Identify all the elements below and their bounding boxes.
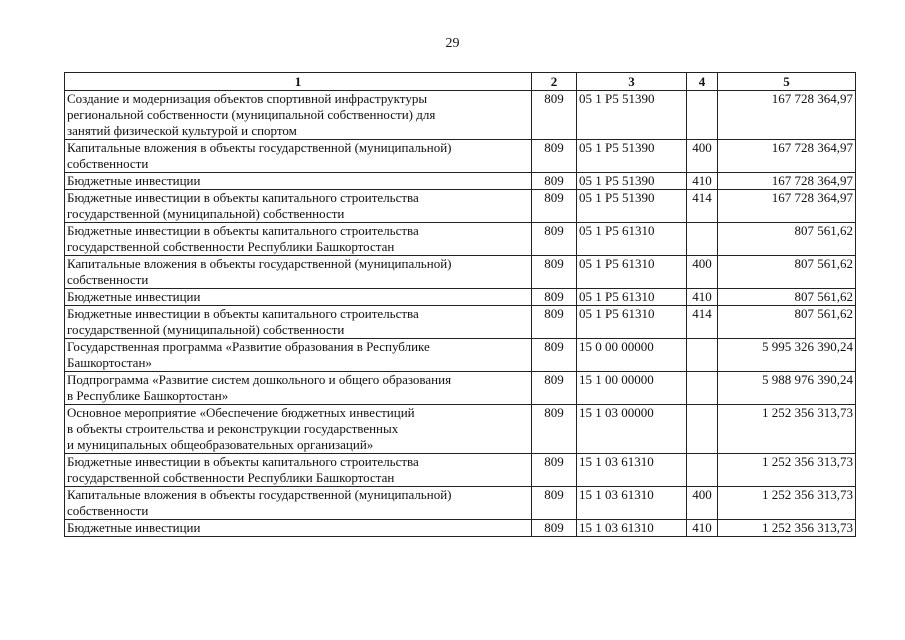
row-expense-type-cell [687,223,718,256]
row-name-cell: Создание и модернизация объектов спортивной инфраструктуры региональной собственности (муниципальной собственности) для занятий физической культурой и спортом [65,91,532,140]
row-admin-code-cell: 809 [532,140,577,173]
row-amount-cell: 1 252 356 313,73 [718,520,856,537]
row-classification-code-cell: 15 1 03 61310 [577,520,687,537]
table-header [65,73,856,91]
row-name-cell: Капитальные вложения в объекты государственной (муниципальной) собственности [65,256,532,289]
row-classification-code-cell: 05 1 P5 51390 [577,140,687,173]
table-row [65,190,856,223]
row-classification-code-cell: 15 1 03 00000 [577,405,687,454]
header-col-expense-type: 4 [687,73,718,91]
row-admin-code-cell: 809 [532,487,577,520]
row-classification-code-cell: 05 1 P5 51390 [577,91,687,140]
row-amount-cell: 167 728 364,97 [718,91,856,140]
row-admin-code-cell: 809 [532,306,577,339]
row-expense-type-cell: 410 [687,173,718,190]
row-admin-code-cell: 809 [532,190,577,223]
row-amount-cell: 1 252 356 313,73 [718,405,856,454]
row-amount-cell: 807 561,62 [718,223,856,256]
row-expense-type-cell [687,454,718,487]
table-row [65,405,856,454]
table-row [65,289,856,306]
row-expense-type-cell [687,372,718,405]
row-name-cell: Бюджетные инвестиции в объекты капитального строительства государственной собственности Республики Башкортостан [65,454,532,487]
row-admin-code-cell: 809 [532,91,577,140]
row-expense-type-cell [687,91,718,140]
row-admin-code-cell: 809 [532,339,577,372]
row-classification-code-cell: 15 1 03 61310 [577,454,687,487]
row-classification-code-cell: 05 1 P5 51390 [577,190,687,223]
row-classification-code-cell: 05 1 P5 61310 [577,223,687,256]
header-col-code: 3 [577,73,687,91]
table-row [65,140,856,173]
row-expense-type-cell: 410 [687,289,718,306]
row-expense-type-cell: 414 [687,190,718,223]
table-body [65,91,856,537]
row-expense-type-cell [687,339,718,372]
table-row [65,454,856,487]
row-expense-type-cell: 414 [687,306,718,339]
row-expense-type-cell: 400 [687,487,718,520]
row-expense-type-cell [687,405,718,454]
table-row [65,306,856,339]
row-classification-code-cell: 05 1 P5 61310 [577,289,687,306]
row-name-cell: Капитальные вложения в объекты государственной (муниципальной) собственности [65,140,532,173]
table-row [65,339,856,372]
row-admin-code-cell: 809 [532,520,577,537]
row-amount-cell: 1 252 356 313,73 [718,487,856,520]
row-admin-code-cell: 809 [532,173,577,190]
header-row [65,73,856,91]
table-row [65,372,856,405]
row-amount-cell: 167 728 364,97 [718,173,856,190]
row-amount-cell: 807 561,62 [718,289,856,306]
row-classification-code-cell: 15 1 03 61310 [577,487,687,520]
row-amount-cell: 807 561,62 [718,306,856,339]
row-admin-code-cell: 809 [532,372,577,405]
row-expense-type-cell: 410 [687,520,718,537]
header-col-amount: 5 [718,73,856,91]
row-name-cell: Подпрограмма «Развитие систем дошкольного и общего образования в Республике Башкортостан» [65,372,532,405]
row-expense-type-cell: 400 [687,140,718,173]
row-amount-cell: 167 728 364,97 [718,140,856,173]
row-classification-code-cell: 05 1 P5 61310 [577,306,687,339]
budget-table [64,72,856,537]
row-name-cell: Бюджетные инвестиции в объекты капитального строительства государственной (муниципальной) собственности [65,190,532,223]
row-classification-code-cell: 05 1 P5 61310 [577,256,687,289]
header-col-admin: 2 [532,73,577,91]
row-amount-cell: 5 995 326 390,24 [718,339,856,372]
row-name-cell: Бюджетные инвестиции [65,520,532,537]
table-row [65,520,856,537]
row-admin-code-cell: 809 [532,223,577,256]
table-row [65,256,856,289]
page-number: 29 [445,36,460,51]
row-classification-code-cell: 05 1 P5 51390 [577,173,687,190]
row-name-cell: Основное мероприятие «Обеспечение бюджетных инвестиций в объекты строительства и реконструкции государственных и муниципальных общеобразовательных организаций» [65,405,532,454]
table-row [65,487,856,520]
row-name-cell: Капитальные вложения в объекты государственной (муниципальной) собственности [65,487,532,520]
row-name-cell: Государственная программа «Развитие образования в Республике Башкортостан» [65,339,532,372]
row-amount-cell: 167 728 364,97 [718,190,856,223]
table-row [65,91,856,140]
row-expense-type-cell: 400 [687,256,718,289]
row-admin-code-cell: 809 [532,256,577,289]
row-amount-cell: 5 988 976 390,24 [718,372,856,405]
row-amount-cell: 807 561,62 [718,256,856,289]
table-row [65,173,856,190]
row-admin-code-cell: 809 [532,289,577,306]
row-name-cell: Бюджетные инвестиции в объекты капитального строительства государственной (муниципальной) собственности [65,306,532,339]
row-classification-code-cell: 15 1 00 00000 [577,372,687,405]
table-row [65,223,856,256]
row-name-cell: Бюджетные инвестиции [65,289,532,306]
row-admin-code-cell: 809 [532,405,577,454]
row-name-cell: Бюджетные инвестиции [65,173,532,190]
header-col-name: 1 [65,73,532,91]
row-name-cell: Бюджетные инвестиции в объекты капитального строительства государственной собственности Республики Башкортостан [65,223,532,256]
row-classification-code-cell: 15 0 00 00000 [577,339,687,372]
row-admin-code-cell: 809 [532,454,577,487]
row-amount-cell: 1 252 356 313,73 [718,454,856,487]
